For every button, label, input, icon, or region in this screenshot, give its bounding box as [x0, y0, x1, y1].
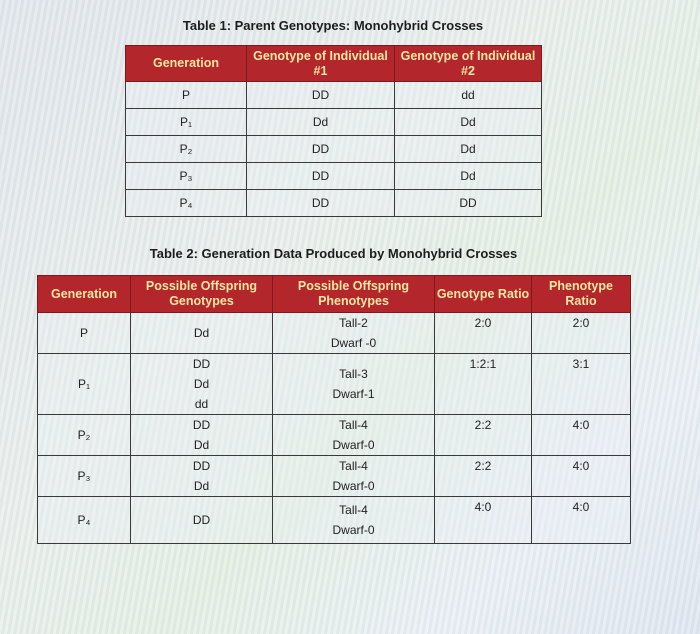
genotype-ratio-cell: 1:2:1	[435, 354, 532, 415]
generation-cell: P₁	[38, 354, 131, 415]
table-row	[38, 354, 631, 415]
phenotype-ratio-cell: 2:0	[532, 313, 631, 354]
table-row	[126, 109, 542, 136]
offspring-genotypes-cell: DD Dd	[131, 456, 273, 497]
offspring-phenotypes-cell: Tall-3 Dwarf-1	[273, 354, 435, 415]
generation-cell: P₁	[126, 109, 247, 136]
generation-cell: P	[38, 313, 131, 354]
phenotype-ratio-cell: 4:0	[532, 497, 631, 544]
header-generation: Generation	[126, 46, 247, 82]
genotype-individual-1-cell: Dd	[247, 109, 395, 136]
table-row	[38, 456, 631, 497]
offspring-genotypes-cell: Dd	[131, 313, 273, 354]
table-row	[126, 190, 542, 217]
offspring-phenotypes-cell: Tall-4 Dwarf-0	[273, 456, 435, 497]
generation-cell: P₃	[126, 163, 247, 190]
genotype-individual-2-cell: Dd	[395, 163, 542, 190]
genotype-individual-2-cell: Dd	[395, 136, 542, 163]
genotype-ratio-cell: 2:2	[435, 456, 532, 497]
table-row	[126, 163, 542, 190]
phenotype-ratio-cell: 4:0	[532, 456, 631, 497]
genotype-individual-1-cell: DD	[247, 190, 395, 217]
genotype-ratio-cell: 4:0	[435, 497, 532, 544]
parent-genotypes-table	[125, 45, 542, 217]
table-row	[38, 313, 631, 354]
header-offspring-phenotypes: Possible Offspring Phenotypes	[273, 276, 435, 313]
header-phenotype-ratio: Phenotype Ratio	[532, 276, 631, 313]
generation-cell: P₂	[38, 415, 131, 456]
table2-title: Table 2: Generation Data Produced by Monohybrid Crosses	[149, 246, 518, 261]
table-row	[126, 136, 542, 163]
header-generation: Generation	[38, 276, 131, 313]
genotype-individual-1-cell: DD	[247, 163, 395, 190]
genotype-individual-1-cell: DD	[247, 136, 395, 163]
table-row	[38, 415, 631, 456]
genotype-ratio-cell: 2:0	[435, 313, 532, 354]
generation-data-table	[37, 275, 631, 544]
offspring-genotypes-cell: DD Dd dd	[131, 354, 273, 415]
header-offspring-genotypes: Possible Offspring Genotypes	[131, 276, 273, 313]
generation-cell: P₄	[126, 190, 247, 217]
genotype-individual-2-cell: dd	[395, 82, 542, 109]
table-row	[126, 82, 542, 109]
offspring-phenotypes-cell: Tall-2 Dwarf -0	[273, 313, 435, 354]
genotype-individual-1-cell: DD	[247, 82, 395, 109]
genotype-individual-2-cell: DD	[395, 190, 542, 217]
offspring-phenotypes-cell: Tall-4 Dwarf-0	[273, 415, 435, 456]
generation-cell: P₄	[38, 497, 131, 544]
generation-cell: P₂	[126, 136, 247, 163]
generation-cell: P	[126, 82, 247, 109]
genotype-ratio-cell: 2:2	[435, 415, 532, 456]
genotype-individual-2-cell: Dd	[395, 109, 542, 136]
header-genotype-individual-1: Genotype of Individual #1	[247, 46, 395, 82]
table-row	[38, 497, 631, 544]
header-genotype-ratio: Genotype Ratio	[435, 276, 532, 313]
offspring-genotypes-cell: DD	[131, 497, 273, 544]
header-genotype-individual-2: Genotype of Individual #2	[395, 46, 542, 82]
phenotype-ratio-cell: 3:1	[532, 354, 631, 415]
offspring-phenotypes-cell: Tall-4 Dwarf-0	[273, 497, 435, 544]
offspring-genotypes-cell: DD Dd	[131, 415, 273, 456]
generation-cell: P₃	[38, 456, 131, 497]
table1-title: Table 1: Parent Genotypes: Monohybrid Crosses	[182, 18, 484, 33]
phenotype-ratio-cell: 4:0	[532, 415, 631, 456]
